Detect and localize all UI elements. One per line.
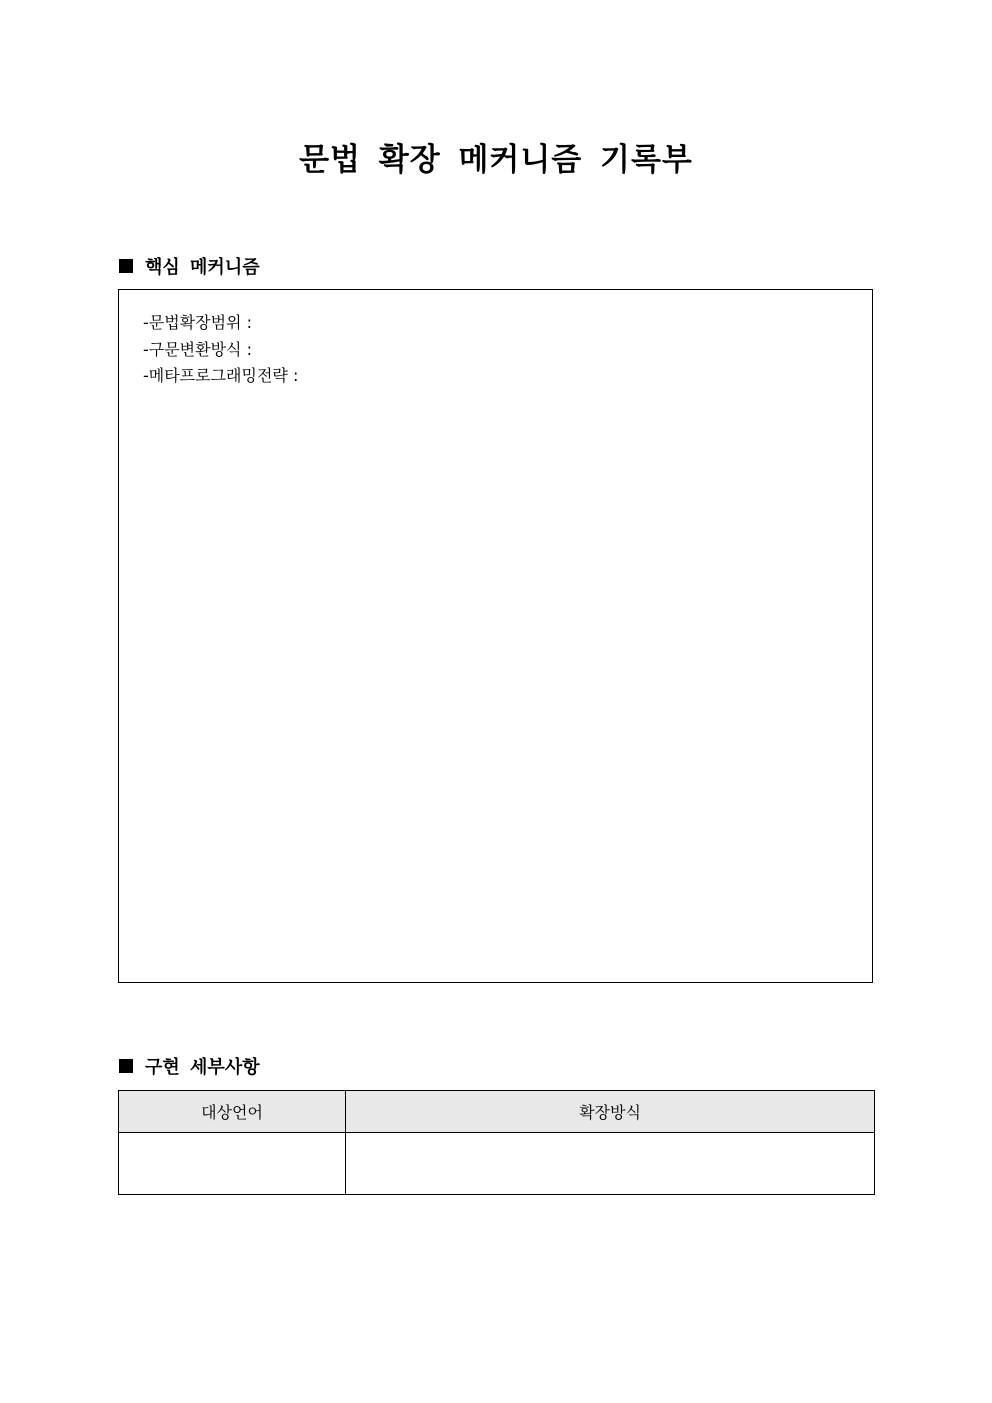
extension-method-cell[interactable]: [346, 1133, 875, 1195]
section-heading-label: 핵심 메커니즘: [145, 257, 260, 278]
table-header-row: [119, 1091, 875, 1133]
square-bullet-icon: [119, 259, 133, 273]
page-title: 문법 확장 메커니즘 기록부: [299, 142, 693, 178]
section-heading-label: 구현 세부사항: [145, 1057, 260, 1078]
table-row: [119, 1133, 875, 1195]
section-heading-core-mechanism: [119, 253, 260, 279]
square-bullet-icon: [119, 1059, 133, 1073]
syntax-transform-line: -구문변환방식 :: [143, 339, 252, 359]
target-language-cell[interactable]: [119, 1133, 346, 1195]
implementation-details-table: [118, 1090, 875, 1195]
column-header-target-language: 대상언어: [119, 1091, 346, 1133]
core-mechanism-box[interactable]: [118, 289, 873, 983]
column-header-extension-method: 확장방식: [346, 1091, 875, 1133]
grammar-scope-line: -문법확장범위 :: [143, 313, 252, 332]
section-heading-implementation-details: [119, 1053, 260, 1079]
metaprogramming-strategy-line: -메타프로그래밍전략 :: [143, 366, 299, 385]
